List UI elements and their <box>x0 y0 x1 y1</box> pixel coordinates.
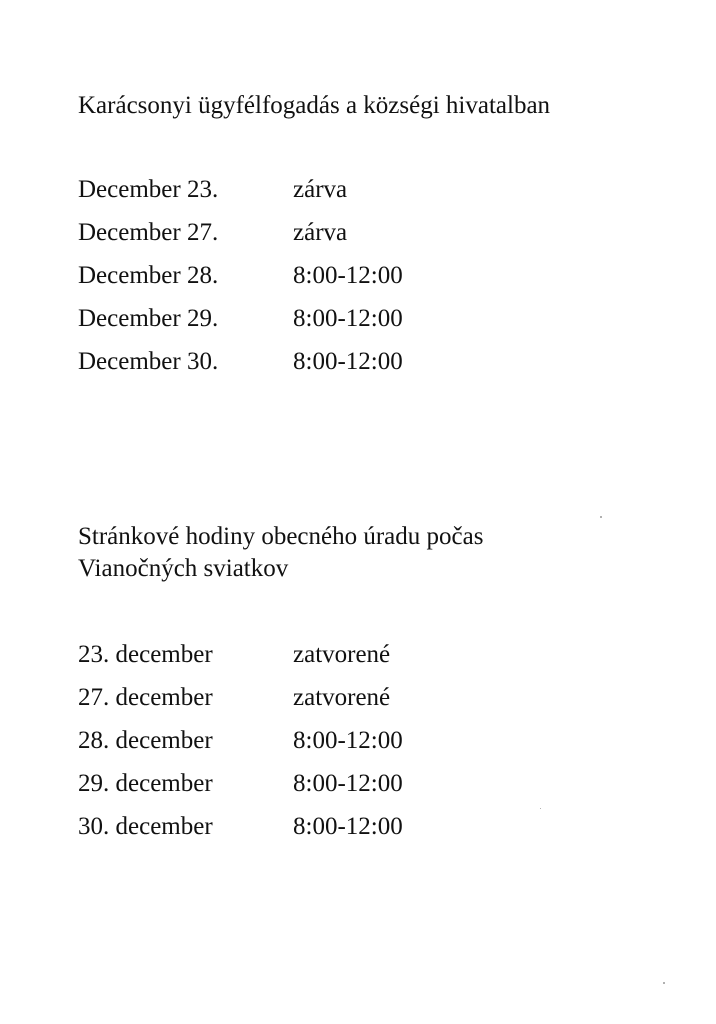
schedule-day: 29. december <box>78 770 213 797</box>
slovak-title-line-2: Vianočných sviatkov <box>78 555 289 582</box>
schedule-hours: zatvorené <box>293 641 391 668</box>
schedule-day: 28. december <box>78 727 213 754</box>
schedule-hours: 8:00-12:00 <box>293 727 403 754</box>
schedule-row <box>78 217 578 260</box>
schedule-day: December 23. <box>78 176 219 203</box>
schedule-day: 23. december <box>78 641 213 668</box>
slovak-schedule <box>78 639 578 854</box>
schedule-row <box>78 260 578 303</box>
slovak-title-line-1: Stránkové hodiny obecného úradu počas <box>78 523 484 550</box>
scan-speck <box>540 808 541 809</box>
hungarian-title: Karácsonyi ügyfélfogadás a községi hivatalban <box>78 92 551 119</box>
schedule-day: December 28. <box>78 262 219 289</box>
schedule-day: 27. december <box>78 684 213 711</box>
schedule-day: December 29. <box>78 305 219 332</box>
schedule-hours: 8:00-12:00 <box>293 770 403 797</box>
schedule-day: December 27. <box>78 219 219 246</box>
schedule-day: 30. december <box>78 813 213 840</box>
schedule-hours: zatvorené <box>293 684 391 711</box>
schedule-row <box>78 811 578 854</box>
schedule-row <box>78 639 578 682</box>
schedule-row <box>78 768 578 811</box>
schedule-hours: 8:00-12:00 <box>293 348 403 375</box>
schedule-hours: zárva <box>293 176 348 203</box>
schedule-hours: 8:00-12:00 <box>293 305 403 332</box>
slovak-title <box>78 521 483 585</box>
schedule-day: December 30. <box>78 348 219 375</box>
schedule-row <box>78 725 578 768</box>
schedule-hours: 8:00-12:00 <box>293 813 403 840</box>
schedule-row <box>78 174 578 217</box>
schedule-row <box>78 682 578 725</box>
scan-speck <box>600 516 602 518</box>
schedule-hours: 8:00-12:00 <box>293 262 403 289</box>
scan-speck <box>663 982 665 984</box>
schedule-row <box>78 346 578 389</box>
schedule-hours: zárva <box>293 219 348 246</box>
hungarian-schedule <box>78 174 578 389</box>
schedule-row <box>78 303 578 346</box>
